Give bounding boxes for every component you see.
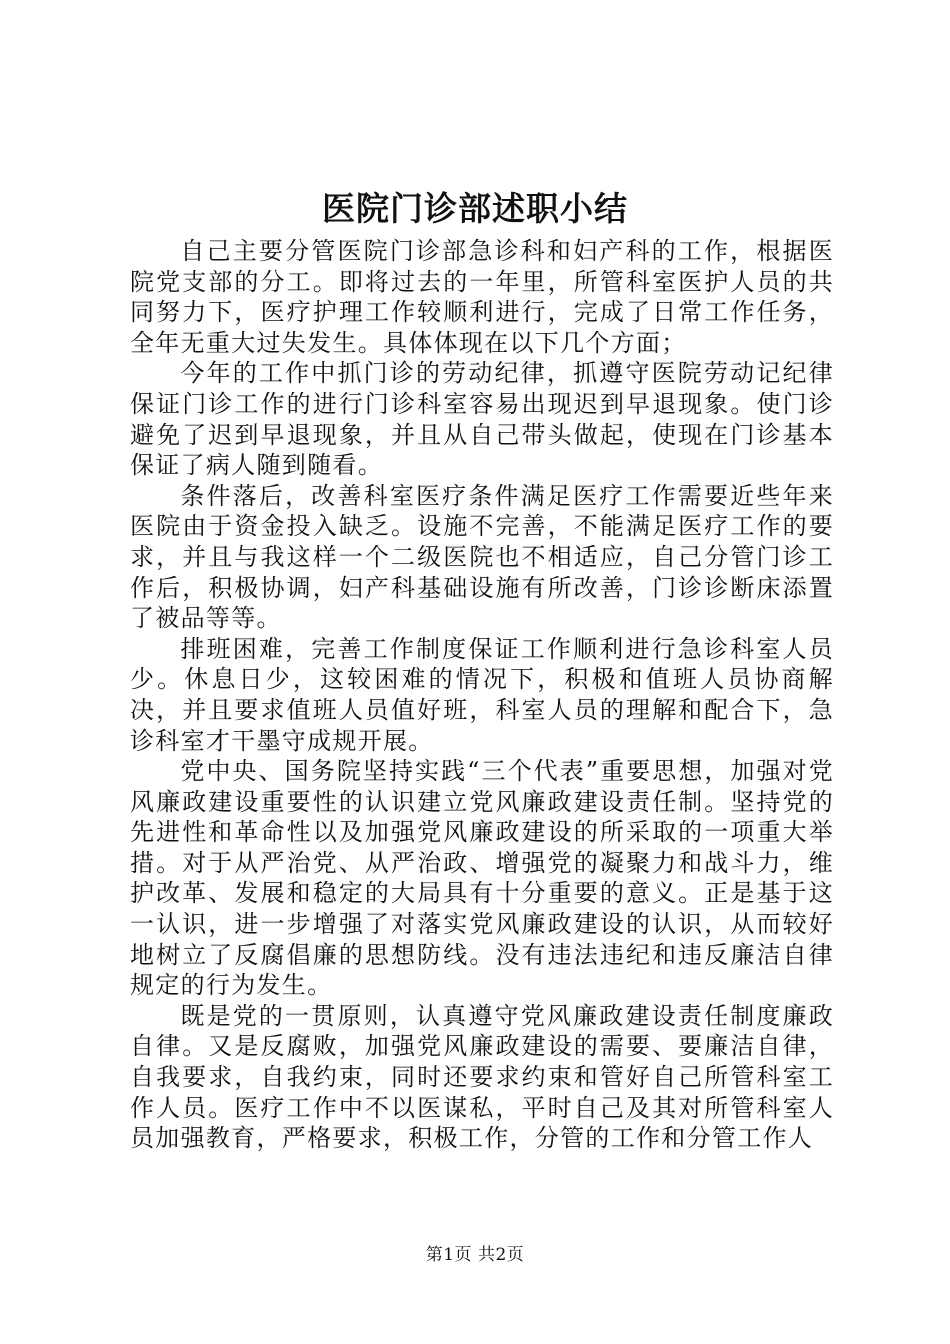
paragraph-6: 既是党的一贯原则，认真遵守党风廉政建设责任制度廉政自律。又是反腐败，加强党风廉政建设的需要、要廉洁自律，自我要求，自我约束，同时还要求约束和管好自己所管科室工作人员。医疗工作中不以医谋私，平时自己及其对所管科室人员加强教育，严格要求，积极工作，分管的工作和分管工作人 bbox=[130, 1001, 834, 1153]
document-body bbox=[130, 236, 834, 1154]
paragraph-2: 今年的工作中抓门诊的劳动纪律，抓遵守医院劳动记纪律保证门诊工作的进行门诊科室容易出现迟到早退现象。使门诊避免了迟到早退现象，并且从自己带头做起，使现在门诊基本保证了病人随到随看。 bbox=[130, 359, 834, 480]
paragraph-3: 条件落后，改善科室医疗条件满足医疗工作需要近些年来医院由于资金投入缺乏。设施不完善，不能满足医疗工作的要求，并且与我这样一个二级医院也不相适应，自己分管门诊工作后，积极协调，妇产科基础设施有所改善，门诊诊断床添置了被品等等。 bbox=[130, 481, 834, 633]
paragraph-5: 党中央、国务院坚持实践“三个代表”重要思想，加强对党风廉政建设重要性的认识建立党风廉政建设责任制。坚持党的先进性和革命性以及加强党风廉政建设的所采取的一项重大举措。对于从严治党、从严治政、增强党的凝聚力和战斗力，维护改革、发展和稳定的大局具有十分重要的意义。正是基于这一认识，进一步增强了对落实党风廉政建设的认识，从而较好地树立了反腐倡廉的思想防线。没有违法违纪和违反廉洁自律规定的行为发生。 bbox=[130, 757, 834, 1000]
paragraph-1: 自己主要分管医院门诊部急诊科和妇产科的工作，根据医院党支部的分工。即将过去的一年里，所管科室医护人员的共同努力下，医疗护理工作较顺利进行，完成了日常工作任务，全年无重大过失发生。具体体现在以下几个方面； bbox=[130, 237, 834, 357]
paragraph-4: 排班困难，完善工作制度保证工作顺利进行急诊科室人员少。休息日少，这较困难的情况下，积极和值班人员协商解决，并且要求值班人员值好班，科室人员的理解和配合下，急诊科室才干墨守成规开展。 bbox=[130, 634, 834, 755]
document-title: 医院门诊部述职小结 bbox=[322, 189, 628, 228]
page-footer: 第1页 共2页 bbox=[425, 1245, 525, 1265]
